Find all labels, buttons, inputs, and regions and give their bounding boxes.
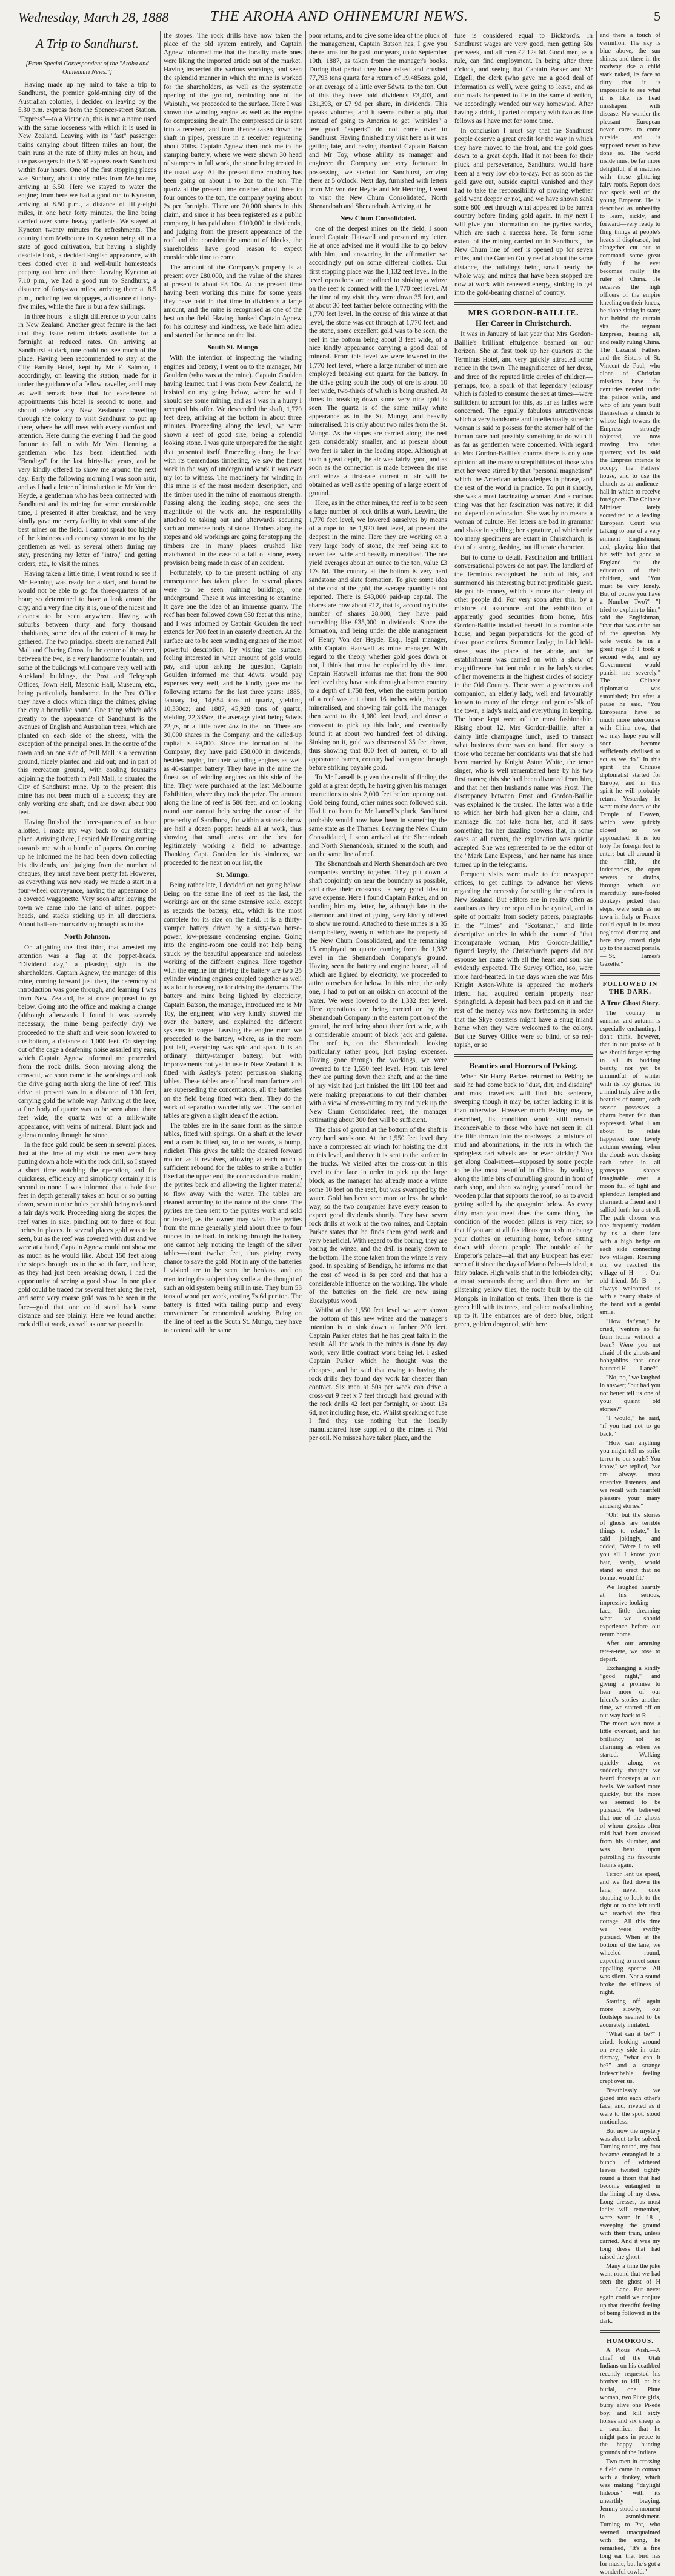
paragraph: On alighting the first thing that arrested my attention was a flag at the poppet-heads. "Dividend day," a pleasing sight to the shareholders. Captain Agnew, the manager of this mine, coming forward just then, the ceremony of introduction was gone through, and learning I was from New Zealand, he at once proposed to go below. Going into the office and making a change (although afterwards I found it was scarcely necessary, the mine being perfectly dry) we proceeded to the shaft and were soon lowered to the bottom, a distance of 1,000 feet. On stepping out of the cage a deafening noise assailed my ears, which Captain Agnew informed me proceeded from the rock drills. Soon moving along the crosscut, we soon came to the workings and took the drive going north along the line of reef. This drive at present was in a distance of 100 feet, carrying gold the whole way. Arriving at the face, a fine body of quartz was to be seen about three feet wide; the quartz was of a milk-white appearance, with veins of mineral. Blunt jack and galena running through the stone. [18, 943, 156, 1139]
paragraph: "Oh! but the stories of ghosts are terrible things to relate," he said jokingly, and added, "Were I to tell you all I know your hair, verily, would stand so erect that no bonnet would fit." [600, 1512, 660, 1582]
paragraph: The country in summer and autumn is especially enchanting. I don't think, however, that in our praise of it we should forget spring in all its budding beauty, nor yet be unmindful of winter with its icy glories. To a mind truly alive to the beauties of nature, each season possesses a charm better felt than expressed. What I am about to relate happened one lovely autumn evening, when the clouds were chasing each other in all grotesque shapes imaginable over a moon full of light and splendour. Tempted and charmed, a friend and I sallied forth for a stroll. The path chosen was one frequently trodden by us—a short lane with a high hedge on each side connecting two villages. Roaming on, we reached the village of H——. Our old friend, Mr B——, always welcomed us with a hearty shake of the hand and a genial smile. [600, 1010, 660, 1316]
paragraph: To Mr Lansell is given the credit of finding the gold at a great depth, he having given his manager instructions to sink 2,000 feet before opening out. Gold being found, other mines soon followed suit. Had it not been for Mr Lansell's pluck, Sandhurst probably would now have been in something the same state as the Thames. Leaving the New Chum Consolidated, I soon arrived at the Shenandoah and North Shenandoah, situated to the south, and on the same line of reef. [309, 774, 447, 858]
column-rule [305, 31, 306, 1227]
paragraph: The Shenandoah and North Shenandoah are two companies working together. They put down a shaft conjointly on near the boundary as possible, and drive their crosscuts—a very good idea to save expense. Here I found Captain Parker, and on handing him my letter, he, although late in the afternoon and tired of going, very kindly offered to show me round. Attached to these mines is a 35 stamp battery, twenty of which are the property of the New Chum Consolidated, and the remaining 15 employed on quartz coming from the 1,332 level in the Shenandoah Company's ground. Having seen the battery and engine house, all of which are lighted by electricity, we proceeded to attire ourselves for below. In this mine, the only one, I had to put on an oilskin on account of the water. We were lowered to the 1,332 feet level. Here operations are being carried on by the Shenandoah Company in the eastern portion of the ground, the reef being about three feet wide, with a considerable amount of black jack and galena. The reef is, on the Shenandoah, looking particularly rather poor, just paying expenses. Having gone through the workings, we were lowered to the 1,550 feet level. From this level they are putting down their shaft, and at the time of my visit had just finished the lift 100 feet and were making preparations to cut their chamber with a view of cross-cutting to try and pick up the New Chum Consolidated reef, the manager estimating about 300 feet will be sufficient. [309, 860, 447, 1124]
paragraph: Having finished the three-quarters of an hour allotted, I made my way back to our starting-place. Arriving there, I espied Mr Henning coming towards me with a bundle of papers. On coming up he informed me he had been down collecting his dividends, and judging from the number of cheques, they must have been pretty fat. However, as everything was now ready we made a start in a four-wheel conveyance, having the appearance of a covered waggonette. Very soon after leaving the town we came into the land of mines, poppet-heads, and stacks sticking up in all directions. About half-an-hour's driving brought us to the [18, 819, 156, 929]
paragraph: Being rather late, I decided on not going below. Being on the same line of reef as the last, the workings are on the same extensive scale, except as regards the battery, etc., which is the most complete for its size on the field. It is a thirty-stamper battery driven by a sixty-two horse-power, low-pressure condensing engine. Going into the engine-room one could not help being struck by the beautiful appearance and noiseless working of the different engines. Here together with the engine for driving the battery are two 25 cylinder winding engines coupled together as well as a four horse engine for driving the dynamo. The battery and mine being lighted by electricity, Captain Batson, the manager, introduced me to Mr Toy, the engineer, who very kindly showed me over the battery, and explained the different systems in vogue. Leaving the engine room we proceeded to the battery, where, as in the room just left, everything was spic and span. It is an ordinary thirty-stamper battery, but with improvements not yet in use in New Zealand. It is fitted with Astley's patent percussion shaking tables. These tables are of local manufacture and are superseding the concentrators, all the batteries on the field being fitted with them. They do the work of separation wonderfully well. The sand of tables are given a slight idea of the action. [164, 882, 302, 1120]
section-heading-new-chum: New Chum Consolidated. [340, 214, 416, 222]
paragraph: In the face gold could be seen in several places. Just at the time of my visit the men were busy putting down a hole with the rock drill, so I stayed a short time watching the operation, and for quickness, efficiency and simplicity certainly it is second to none. I was informed that a hole four feet in depth generally takes an hour or so putting down, seven to nine holes per shift being reckoned a fair day's work. Proceeding along the stopes, the reef varies in size, pinching out to three or four inches in places. In several places gold was to be seen, but as the reef was covered with dust and we were at a hand, Captain Agnew could not show me as much as he would like. About 150 feet along the stopes brought us to the south face, and here, as they had just been breaking down, I had the opportunity of seeing a good show. In one place gold could be traced for several feet along the reef, and some very coarse gold was to be seen in the face—gold that one could stand back some distance and see plainly. Here we found another rock drill at work, as well as one we passed in [18, 1141, 156, 1328]
column-3 [309, 31, 447, 1442]
paragraph: one of the deepest mines on the field, I soon found Captain Hatswell and presented my letter. He at once advised me it would like to go below with him, and answering in the affirmative we accordingly put on some different clothes. Our first stopping place was the 1,132 feet level. In the level operations are confined to sinking a winze on the reef to connect with the 1,770 feet level. At the time of my visit, they were down 35 feet, and at about 30 feet farther before connecting with the 1,770 feet level. In the course of this winze at that level, the stone was cut through at 1,770 feet, and the stone, some excellent gold was to be seen, the reef in the bottom being about 3 feet wide, of a nice kindly appearance carrying a good deal of mineral. From this level we were lowered to the 1,770 feet level, where a large number of men are employed breaking out quartz for the battery. In the drive going south the body of ore is about 10 feet wide, two-thirds of which is being crushed. At times in breaking down stone very nice gold is seen. The quartz is of the same milky white appearance as in the St. Mungo, and heavily mineralised. It is only about two miles from the St. Mungo. As the stopes are carried along, the reef gets considerably smaller, and at present about two feet is taken in the leading stope. Although at such a great depth, the air was fairly good, and as soon as the connection is made between the rise and winze a first-rate current of air will be obtained as well as the opening of a large extent of ground. [309, 225, 447, 497]
paragraph: fuse is considered equal to Bickford's. In Sandhurst wages are very good, men getting 50s per week, and all men £2 12s 6d. Good men, as a rule, can find employment. In being after three o'clock, and seeing that Captain Parker and Mr Edgell, the clerk (who gave me a good deal of information as well), were going to leave, and as our roads happened to lie in the same direction, we accordingly wended our way homeward. After having a drink, I parted company with two as fine fellows as I have met for some time. [454, 32, 593, 125]
paragraph: Exchanging a kindly "good night," and giving a promise to hear more of our friend's stories another time, we started off on our way back to R——. The moon was now a little overcast, and her brilliancy not so charming as when we started. Walking quickly along, we suddenly thought we heard footsteps at our heels. We walked more quickly, but the more we seemed to be pursued. We believed that one of the ghosts of whom gossips often told had been aroused from his slumber, and was bent upon patrolling his favourite haunts again. [600, 1665, 660, 1869]
paragraph: The amount of the Company's property is at present over £80,000, and the value of the shares at present is about £3 10s. At the present time having been working this mine for some years they have paid in that time in dividends a large amount, and the mine is recognised as one of the best on the field. Having thanked Captain Agnew for his courtesy and kindness, we bade him adieu and started for the next on the list. [164, 263, 302, 340]
paragraph: Fortunately, up to the present nothing of any consequence has taken place. In several places were to be seen mining buildings, one underground. These it was interesting to examine. It gave one the idea of an immense quarry. The reef has been followed down 950 feet at this mine, and I was informed by Captain Goulden the reef extends for 700 feet in an easterly direction. At the surface are to be seen winding engines of the most powerful description. By visiting the surface, feeling interested in what amount of gold would pay, and upon asking the question, Captain Goulden informed me that 4dwts. would pay expenses very well, and he kindly gave me the following returns for the last three years: 1885, January 1st, 14,654 tons of quartz, yielding 10,330oz; and 1887, 45,928 tons of quartz, yielding 22,335oz, the average yield being 9dwts 22grs, or a little over 4oz to the ton. There are 30,000 shares in the Company, and the called-up capital is £9,000. Since the formation of the Company, they have paid £58,000 in dividends, besides paying for their winding engines as well as 40-stamper battery. They have in the mine the finest set of winding engines on this side of the line. They were purchased at the last Melbourne Exhibition, where they took the prize. The amount along the line of reef is 580 feet, and on looking round one cannot help seeing the cause of the prosperity of Sandhurst, for within a stone's throw are half a dozen poppet heads all at work, thus showing that small areas are the best for legitimately working a field to advantage. Thanking Capt. Goulden for his kindness, we proceeded to the next on our list, the [164, 569, 302, 867]
paragraph: "What can it be?" I cried, looking around on every side in utter dismay, "what can it be?" and a strange indescribable feeling crept over us. [600, 2031, 660, 2085]
paragraph: Having taken a little time, I went round to see if Mr Henning was ready for a start, and found he would not be able to go for three-quarters of an hour; so determined to have a look around the city; and a very fine city it is, one of the nicest and cleanest to be seen anywhere. Having with suburbs between thirty and forty thousand inhabitants, some idea of the extent of it may be gathered. The two principal streets are named Pall Mall and Charing Cross. In the centre of the street, between the two, is a very handsome fountain, and some of the buildings will compare very well with Auckland buildings, the Post and Telegraph Offices, Town Hall, Masonic Hall, Museum, etc., being particularly handsome. In the Post Office they have a clock which rings the chimes, giving the city a homelike sound. One thing which adds greatly to the appearance of Sandhurst is the avenues of English and Australian trees, which are planted on each side of the streets, with the exception of the principal ones. In the centre of the town and on one side of Pall Mall is a recreation ground, nicely planted and laid out; and in part of this recreation ground, with cooling fountains adjoining the footpath in Pall Mall, is situated the City of Sandhurst mine. Up to the present this mine has not been much of a success; they are only working one shaft, and are down about 900 feet. [18, 570, 157, 817]
paragraph: Two men in crossing a field came in contact with a donkey, which was making "daylight hideous" with its unearthly braying. Jemmy stood a moment in astonishment. Turning to Pat, who seemed unacquainted with the song, he remarked, "It's a fine long ear that bird has for music, but he's got a wonderful cowld." [600, 2459, 660, 2575]
issue-date: Wednesday, March 28, 1888 [18, 10, 169, 25]
paragraph: Having made up my mind to take a trip to Sandhurst, the premier gold-mining city of the Australian colonies, I decided on leaving by the 5.30 p.m. express from the Spencer-street Station. "Express"—to a Victorian, this is not a name used with the same looseness with which it is used in New Zealand. Leaving with its "fast" passenger trains carrying about fifteen miles an hour, the train runs at the rate of thirty miles an hour, and the passengers in the 5.30 express reach Sandhurst within four hours. One of the first stopping places was Sunbury, about thirty miles from Melbourne, arriving at 6.50. Here we stayed to water the engine; from here we had a good run to Kyneton, arriving at 8.50 p.m., a distance of fifty-eight miles, in one hour forty minutes, the line being carried over some heavy gradients. We stayed at Kyneton twenty minutes for refreshments. The country from Melbourne to Kyneton being all in a state of good cultivation, but having a slightly desolate look, a decided English appearance, with trees dotted over it and well-built homesteads peeping out here and there. Leaving Kyneton at 7.10 p.m., we had a good run to Sandhurst, a distance of forty-two miles, arriving there at 8.5 p.m., including two stoppages, a distance of forty-five miles, while the fare is but a few shillings. [18, 81, 156, 311]
paragraph: When Sir Harry Parkes returned to Peking he said he had come back to "dust, dirt, and disdain;" and most travellers will find this sentence, sweeping though it may be, rather lacking in it is than otherwise. However much Peking may be described, its condition would still remain inconceivable to those who have not seen it; all the filth thrown into the roadways—a mixture of mud and abominations, in the ruts in which the springless cart wheels are for ever sticking! You get along Coal-street—supposed by some people to be the most beautiful in China—by walking along the little bits of crumbling ground in front of each shop, and then swinging yourself round the wooden pillar that supports the roof, so as to avoid getting soiled by the quagmire below. As every dirty man you meet does the same thing, the condition of the wooden pillars is very nice; so that if you are at all fastidious you rush to change your clothes on returning home, before sitting down with decent people. The outside of the Emperor's palace—all that any European has ever seen of it since the days of Marco Polo—is ideal, a fairy palace. High walls shut in the forbidden city; a moat surrounds them; and then there are the glistening yellow tiles, the roofs built by the old Mongols in imitation of tents. Then there is the green hill with its trees, and palace roofs climbing up to it. The entrances are of deep blue, bright green, golden dragoned, with here [454, 1073, 593, 1328]
page-number: 5 [654, 8, 660, 24]
paragraph: Frequent visits were made to the newspaper offices, to get cuttings to advance her views regarding the necessity for settling the crofters in New Zealand. But editors are in reality often as cautious as they are reputed to be cynical, and in spite of portraits from society papers, paragraphs in the "Times" and "Scotsman," and little descriptive articles in which the name of "that incomparable woman, Mrs Gordon-Baillie," figured largely, the Christchurch papers did not espouse her cause with all the heart and soul she evidently expected. The Survey Office, too, were more hard-hearted. In the days when she was Mrs Knight Aston-White is appeared the mother's friend had acquired certain property near Springfield. A deposit had been paid on it and the rest of the money was now forthcoming in order that the Skye coasters might have a snug inland home when they were welcomed to the colony. But the Survey Office were so blind, or so red-tapish, or so [454, 871, 593, 1049]
paragraph: In three hours—a slight difference to your trains in New Zealand. Another great feature is the fact that they issue return tickets available for a fortnight at reduced rates. On arriving at Sandhurst at dark, one could not see much of the place. Having been recommended to stay at the City Family Hotel, kept by Mr F. Salmon, I accordingly, on leaving the station, made for it under the guidance of a fellow traveller, and I may as well remark here that for excellence of appointments this hotel is second to none, and should advise any New Zealander travelling through the colony to visit Sandhurst to put up there, where he will meet with every comfort and attention. Here during the evening I had the good fortune to fall in with Mr Wm. Henning, a gentleman who has been identified with "Bendigo" for the last thirty-five years, and he very kindly offered to show me around the next day. Early the following morning I was soon astir, and as I had a letter of introduction to Mr Von der Heyde, a gentleman who has been connected with Sandhurst and its mining for some considerable time, I presented it after breakfast, and he very kindly gave me every facility to visit some of the best mines on the field. I cannot speak too highly of the kindness and courtesy shown to me by the gentlemen as well as several others during my stay, presenting my letter of "intro," and getting orders, etc., to visit the mines. [18, 312, 156, 568]
section-heading-st-mungo: St. Mungo. [216, 871, 249, 879]
paragraph: But now the mystery was about to be solved. Turning round, my foot became entangled in a bunch of withered leaves twisted tightly round a thorn that had become entangled in the lining of my dress. Long dresses, as most ladies will remember, were worn in 18—, sweeping the ground with their train, unless carried. And it was my long dress that had raised the ghost. [600, 2128, 660, 2261]
section-divider [454, 302, 593, 305]
paragraph: and there a touch of vermilion. The sky is blue above, the sun shines; and there in the roadway rise a child stark naked, its face so dirty that it is impossible to see what it is like, its head misshapen with disease. No wonder the pleasant European never cares to come outside, and is supposed never to have done so. The world inside must be far more delightful, if it matches with those glittering fairy roofs. Report does not speak well of the young Emperor. He is described as unhealthy to learn, sickly, and forward—very ready to fling things at people's heads if displeased, but altogether cut out to command some great folly if he ever becomes really the ruler of China. He receives the high officers of the empire kneeling on their knees, he alone sitting in state; but behind the curtain sits the regnant Empress, hearing all, and really ruling China. The Lazarist Fathers and the Sisters of St. Vincent de Paul, who alone of Christian missions have for centuries nestled under the palace walls, and who of late years built themselves a church to whose high towers the Empress strongly objected, are now moving into other quarters; and its said the Empress intends to occupy the Fathers' house, and to use the church as an audience-hall in which to receive foreigners. The Chinese Minister lately accredited to a leading European Court was talking to one of a very eminent Englishman; and, playing him that his wife had gone to England for the education of their children, said, "You must be very lonely. But of course you have a Number Two?" "I tried to explain to him," said the Englishman, "that that was quite out of the question. My wife would be in a great rage if I took a second wife, and my Government would punish me severely." The Chinese diplomatist was astonished; but after a pause he said, "You Europeans have so much more intercourse with China now, that we may hope you will soon become sufficiently civilised to act as we do." In this spirit the Chinese diplomatist started for Europe, and in this spirit he will probably return. Yesterday he went to the doors of the Temple of Heaven, which were quickly closed so we approached. It is too holy for foreign foot to enter; but all around it the filth, the indecencies, the open sewers or drains, through which our mercifully sure-footed donkeys picked their steps, were such as no town in Italy or France could equal in its most neglected districts; and here they crowd right up to the sacred portals.—"St. James's Gazette." [600, 32, 660, 968]
section-divider [600, 973, 660, 976]
paragraph: The class of ground at the bottom of the shaft is very hard sandstone. At the 1,550 feet level they have a compressed air winch for hoisting the dirt to this level, and thence it is sent to the surface in the trucks. We visited after the cross-cut in this level to the face in order to pick up the large block, as the manager has already made a winze some 10 feet on the reef, but was swamped by the water. Gold has been seen more or less the whole way, so the two companies have every reason to expect good dividends shortly. They have seven rock drills at work at the two mines, and Captain Parker states that he finds them good work and very beneficial. With regard to the boring, they are boring the winze, and the drill is nearly down to the bottom. The stone taken from the winze is very good. In speaking of Bendigo, he informs me that the cost of wood is 8s per cord and that has a considerable influence on the working. The whole of the batteries on the field are now using Eucalyptus wood. [309, 1126, 447, 1304]
paragraph: Starting off again more slowly, our footsteps seemed to be accurately imitated. [600, 1998, 660, 2029]
column-2 [164, 31, 302, 1335]
paragraph: With the intention of inspecting the winding engines and battery, I went on to the manager, Mr Goulden (who was at the mine). Captain Goulden having learned that I was from New Zealand, he insisted on my going below, where he said I should see some mining, and as I was in a hurry I accepted his offer. We descended the shaft, 1,770 feet deep, arriving at the bottom in about three minutes. Proceeding along the level, we were shown a reef of good size, being a splendid looking stone. I was quite unprepared for the sight that presented itself. Proceeding along the level with its tremendous timbering, we saw the finest work in the way of underground work it was ever my lot to witness. The machinery for winding in this mine is of the most modern description, and the timber used in the mine of enormous strength. Passing along the leading stope, one sees the magnitude of the work and the responsibility attached to taking out and afterwards securing such an immense body of stone. Timbers along the stopes and old workings are going for stopping the timbers are in many places crushed like matchwood. In the case of a fall of stone, every provision being made in case of an accident. [164, 354, 302, 567]
section-divider [600, 2330, 660, 2333]
paragraph: "How can anything you might tell us strike terror to our souls? You know," we replied, "we are always most attentive listeners, and we recall with heartfelt pleasure your many amusing stories." [600, 1440, 660, 1510]
paragraph: "I would," he said, "if you had not to go back." [600, 1415, 660, 1438]
section-heading-north-johnson: North Johnson. [64, 933, 111, 941]
article-title-followed: FOLLOWED IN THE DARK. [602, 980, 658, 996]
article-subtitle-bailie: Her Career in Christchurch. [476, 319, 571, 328]
column-5 [600, 31, 660, 2575]
section-divider [454, 1054, 593, 1057]
section-heading-south-st-mungo: South St. Mungo [207, 344, 258, 352]
paragraph: After our amusing tete-a-tete, we rose to depart. [600, 1640, 660, 1663]
paragraph: A Pious Wish.—A chief of the Utah Indians on his deathbed recently requested his brother to kill, at his burial, one Piute woman, two Piute girls, burry alive one Pi-ede boy, and kill sixty horses and six sheep as a sacrifice, that he might pass in peace to the happy hunting grounds of the Indians. [600, 2347, 660, 2456]
column-4 [454, 31, 593, 1328]
column-rule [596, 31, 597, 1227]
article-subtitle-followed: A True Ghost Story. [600, 1000, 660, 1007]
paragraph: "No, no," we laughed in answer; "but had you not better tell us one of your quaint old stories?" [600, 1375, 660, 1413]
paragraph: poor returns, and to give some idea of the pluck of the management, Captain Batson has, I give you the returns for the past four years, up to September 19th, 1887, as taken from the manager's books. During that period they have raised and crushed 77,793 tons quartz for a return of 19,485ozs. gold, or an average of a little over 5dwts. to the ton. Out of this they have paid dividends £3,403, and £31,393, or £7 9d per share, in dividends. This speaks volumes, and it seems rather a pity that instead of going to America to get "wrinkles" a few good "experts" do not come over to Sandhurst. Having finished my visit here as it was getting late, and having thanked Captain Batson and Mr Toy, whose ability as manager and engineer the Company are very fortunate in possessing, we started for Sandhurst, arriving there at 5 o'clock. Next day, furnished with letters from Mr Von der Heyde and Mr Henning, I went to visit the New Chum Consolidated, North Shenandoah and Shenandoah. Arriving at the [309, 32, 447, 210]
paragraph: Here, as in the other mines, the reef is to be seen a large number of rock drills at work. Leaving the 1,770 feet level, we lowered ourselves by means of a rope to the 1,920 feet level, at present the deepest in the mine. Here they are working on a very large body of stone, the reef being six to seven feet wide and heavily mineralised. The ore yield averages about an ounce to the ton, value £3 17s 6d. The country at the bottom is very hard sandstone and slate formation. To give some idea of the cost of the gold, the average quantity is not reported. There is £43,000 paid-up capital. The shares are now about £12, that is, according to the number of shares 28,000, they have paid something like £35,000 in dividends. Since the formation, and being under the able management of Henry Von der Heyde, Esq., legal manager, with Captain Hatswell as mine manager. With regard to the theory whether gold goes down or not, I think that must be exploded by this time. Captain Hatswell informs me that from the 900 feet level they have sunk through a barren country to a depth of 1,758 feet, when the eastern portion of a reef was cut about 16 inches wide, heavily mineralised, and showing fair gold. The manager then went to the 1,080 feet level, and drove a cross-cut to pick up this lode, and eventually found it at about two hundred feet of driving. Sinking on it, gold was discovered 35 feet down, thus showing that 800 feet of barren, or to all appearance barren, country had been gone through before striking payable gold. [309, 500, 447, 771]
masthead [18, 5, 660, 28]
article-title-bailie: MRS GORDON-BAILLIE. [468, 308, 579, 318]
paragraph: The tables are in the same form as the simple tables, fitted with springs. On a shaft at the lower end a cam is fitted, so, in other words, a bump, ridicket. This gives the table the desired forward motion as it revolves, allowing at each notch a sufficient rebound for the tables to strike a buffer fixed at the upper end, the concussion thus making the pyrites back and allowing the lighter material to flow away with the water. The tables are cleaned according to the nature of the stone. The pyrites are then sent to the pyrites work and sold or treated, as the owner may wish. The pyrites from the mine generally yield about three to four ounces to the load. In looking through the battery one cannot help noticing the length of the silver tables—about twelve feet, thus giving every chance to save the gold. Not in any of the batteries I visited are to be seen the berdans, and on mentioning the subject they smile at the thought of such an old system being still in use. They burn 53 tons of wood per week, costing 7s 6d per ton. The battery is fitted with tailing pump and every convenience for economical working. Being on the line of reef as the South St. Mungo, they have to contend with the same [164, 1121, 302, 1335]
article-title-sandhurst: A Trip to Sandhurst. [36, 36, 139, 51]
paragraph: the stopes. The rock drills have now taken the place of the old system entirely, and Captain Agnew informed me that the locality made ones were liking the imported article out of the market. Having inspected the various workings, and seen the splendid manner in which the mine is worked for the shareholders, as well as the systematic opening of the ground, reminding one of the Waiotahi, we proceeded to the surface. Here I was shown the winding engine as well as the engine for compressing the air. The compressed air is sent into a receiver, and from thence taken down the shaft in pipes, pressure in a receiver registering about 70lbs. Captain Agnew then took me to the stamping battery, where we were shown 30 head of stampers in full work, the stone being treated in the usual way. At the present time crushing has been going on about 1 to 2oz to the ton. The quartz at the present time crushes about three to four ounces to the ton, the company paying about 2s per fortnight. There are 20,000 shares in this claim, and since it has been registered as a public company, it has paid about £100,000 in dividends, and judging from the present appearance of the reef and the considerable amount of blocks, the shareholders have good reason to expect considerable time to come. [164, 32, 302, 262]
paragraph: We laughed heartily at his serious, impressive-looking face, little dreaming what we should experience before our return home. [600, 1584, 660, 1638]
newspaper-title: THE AROHA AND OHINEMURI NEWS. [210, 8, 468, 24]
paragraph: Whilst at the 1,550 feet level we were shown the bottom of this new winze and the manager's intention is to sink down a further 200 feet. Captain Parker states that he has great faith in the result. All the work in the mines is done by day work, very little contract work being let. I asked Captain Parker which he thought was the cheapest, and he said that owing to having the rock drills they found day work far cheaper than contract. Six men at 50s per week can drive a cross-cut 9 feet x 7 feet through hard ground with the rock drills 42 feet per fortnight, or about 13s 6d, not including fuse, etc. Whilst speaking of fuse I find they use nothing but the locally manufactured fuse supplied to the mines at 7½d per coil. No misses have taken place, and the [309, 1306, 447, 1442]
paragraph: Breathlessly we gazed into each other's face, and, riveted as it were to the spot, stood motionless. [600, 2087, 660, 2125]
article-title-peking: Beauties and Horrors of Peking. [469, 1060, 578, 1070]
column-1 [18, 31, 157, 1328]
column-rule [160, 31, 161, 1227]
paragraph: Terror lent us speed, and we fled down the lane, never once stopping to look to the right or to the left until we reached the first cottage. All this time we were swiftly pursued. When at the bottom of the lane, we wheeled round, expecting to meet some appalling spectre. All was silent. Not a sound broke the stillness of night. [600, 1871, 660, 1996]
paragraph: It was in January of last year that Mrs Gordon-Baillie's brilliant effulgence beamed on our horizon. She at first took up her quarters at the Terminus Hotel, and very quickly attracted some notice in the town. The magnificence of her dress, and three of the reputed little circles of children—perhaps, too, a spark of that legendary jealousy which is fabled to consume the sex at times—were sufficient to account for this, as far as ladies were concerned. The equally fabulous attractiveness which a very handsome and intellectually superior woman is said to possess for the sterner half of the human race had possibly something to do with it as far as gentlemen were concerned. With regard to Mrs Gordon-Baillie's charms there is only one opinion: all the many susceptibilities of those who met her were stirred by that "personal magnetism" which the American acknowledges in phrase, and the rest of the world in practice. To put it shortly, she was a most fascinating woman. And a curious thing was that her fascination was native; it did not depend on education. She was by no means a woman of culture. Her letters are bad in grammar and shaky in spelling; her signature, of which only too many specimens are extant in Christchurch, is that of a strong, dashing, but illiterate character. [454, 331, 593, 552]
paragraph: Many a time the joke went round that we had seen the ghost of H—— Lane. But never again could we conjure up that dreadful feeling of being followed in the dark. [600, 2263, 660, 2325]
paragraph: In conclusion I must say that the Sandhurst people deserve a great credit for the way in which they have moved to the front, and the gold goes down to a great depth. Had it not been for their pluck and perseverance, Sandhurst would have been at a very low ebb to-day. For as soon as the gold gave out, outside capital vanished and they had to take the responsibility of proving whether gold went deeper or not, and we have shown sank some 800 feet through what appeared to be barren country before finding gold again. In my next I will give you information on the pyrites works, which are such a success here. To form some extent of the mining carried on in Sandhurst, the New Chum line of reef is opened up for seven miles, and the Garden Gully reef at about the same distance, the buildings being small nearly the whole way, and mines that have been stopped are now at work with renewed energy, sinking to get into the gold-bearing channel of country. [454, 127, 593, 297]
article-byline: [From Special Correspondent of the "Aroha and Ohinemuri News."] [25, 61, 149, 76]
paragraph: But to come to detail. Fascination and brilliant conversational powers do not pay. The landlord of the Terminus recognised the truth of this, and summoned his interesting but not profitable guest. He got his money, which is more than plenty of other people did. For very soon after this, by a mixture of assurance and the exhibition of apparently good securities from home, Mrs Gordon-Baillie installed herself in a comfortable house, and began preparations for the good of those poor crofters. Summer Lodge, in Lichfield-street, was the place of her abode, and the establishment was carried on with a show of magnificence that lent colour to the lady's stories of her movements in the highest circles of society in the Old Country. There were a governess and companion, an elderly lady, well and favourably known to many of the clergy and gentle-folk of the town, a lady's maid, and everything in keeping. The horse kept were of the most fashionable. Rising about 12, Mrs Gordon-Baillie, after a dainty little champagne lunch, used to transact what business there was on hand. Her story to those who became her confidants was that she had been married by Knight Aston White, the tenor singer, who is well remembered here by his two first names; this she had been divorced from him, and that her then husband's name was Frost. The discrepancy between Frost and Gordon-Baillie was explained to the trusted. The latter was a title to which her birth had given her a claim, and marriage did not take from her, and it says something for her dazzling powers that, in some cases at all events, the explanation was quietly accepted. She was represented to be the editor of the "Mark Lane Express," and her name has since turned up in the telegrams. [454, 553, 593, 868]
paragraph: "How dar'you," he cried, "venture so far from home without a beau? Were you not afraid of the ghosts and hobgoblins that once haunted H—— Lane?" [600, 1318, 660, 1372]
article-title-humorous: HUMOROUS. [607, 2337, 654, 2345]
